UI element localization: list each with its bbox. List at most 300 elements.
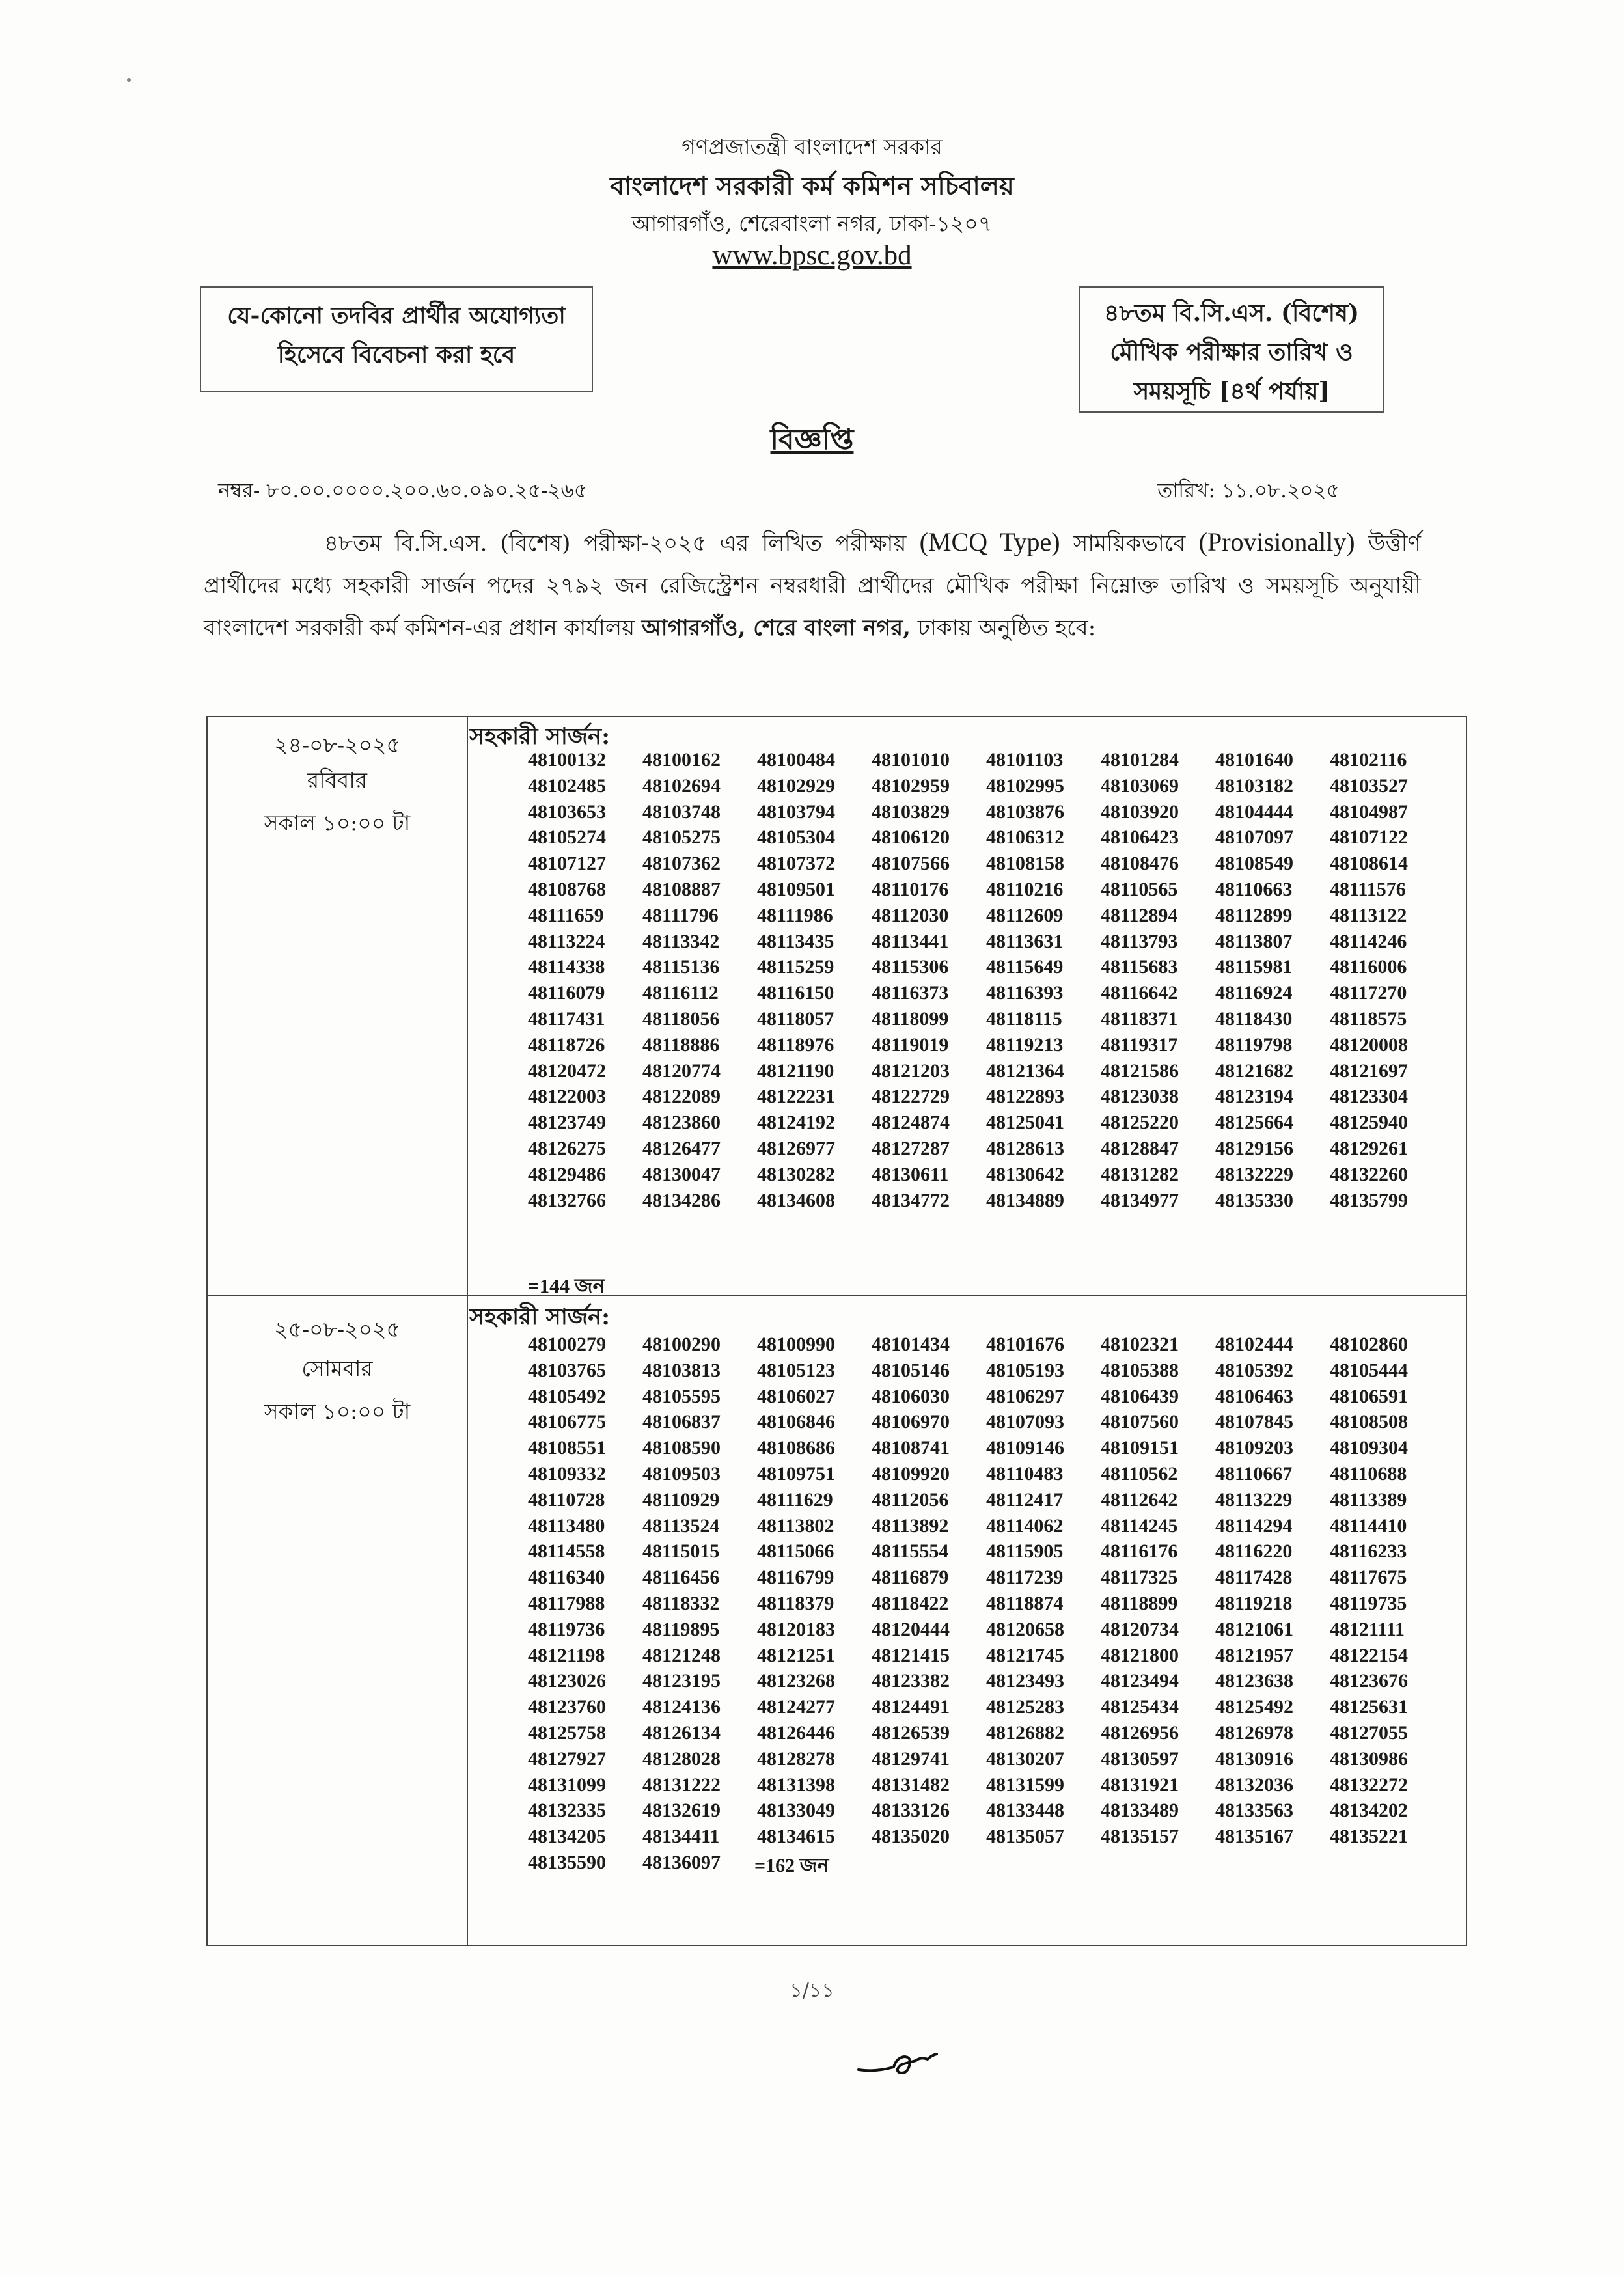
notice-body: [204, 521, 1421, 650]
registration-number: 48116112: [642, 982, 719, 1004]
registration-number: 48120008: [1330, 1034, 1408, 1056]
registration-number: 48123749: [528, 1112, 606, 1134]
registration-number: 48117431: [528, 1008, 605, 1030]
registration-number: 48108768: [528, 878, 606, 900]
registration-number: 48107845: [1215, 1411, 1293, 1433]
registration-number: 48103794: [757, 801, 835, 823]
registration-number: 48123026: [528, 1670, 606, 1692]
registration-number: 48114246: [1330, 930, 1407, 952]
registration-number: 48131282: [1101, 1163, 1179, 1185]
exam-info-line-1: ৪৮তম বি.সি.এস. (বিশেষ): [1104, 299, 1359, 327]
registration-number: 48115554: [872, 1541, 949, 1563]
registration-number: 48118430: [1215, 1008, 1293, 1030]
registration-number: 48123382: [872, 1670, 950, 1692]
registration-number: 48119218: [1215, 1592, 1293, 1614]
registration-number: 48102321: [1101, 1334, 1179, 1355]
registration-number: 48119895: [642, 1618, 720, 1640]
registration-number: 48107093: [986, 1411, 1064, 1433]
registration-number: 48118976: [757, 1034, 834, 1056]
registration-number: 48121190: [757, 1060, 834, 1082]
registration-number: 48116176: [1101, 1541, 1178, 1563]
registration-number: 48124491: [872, 1696, 950, 1718]
registration-number: 48113480: [528, 1515, 605, 1537]
registration-number: 48103748: [642, 801, 721, 823]
registration-number: 48103765: [528, 1359, 606, 1381]
registration-number: 48106312: [986, 827, 1064, 849]
registration-number: 48100279: [528, 1334, 606, 1355]
registration-number: 48111576: [1330, 878, 1406, 900]
registration-number: 48106970: [872, 1411, 950, 1433]
registration-number: 48111659: [528, 904, 604, 926]
registration-number: 48107372: [757, 853, 835, 875]
registration-number: 48121682: [1215, 1060, 1293, 1082]
registration-number: 48102444: [1215, 1334, 1293, 1355]
registration-number: 48106030: [872, 1385, 950, 1407]
registration-number: 48106027: [757, 1385, 835, 1407]
registration-number: 48113793: [1101, 930, 1178, 952]
registration-number: 48125434: [1101, 1696, 1179, 1718]
registration-number: 48130282: [757, 1163, 835, 1185]
registration-number: 48129486: [528, 1163, 606, 1185]
registration-number: 48110728: [528, 1488, 605, 1511]
registration-number: 48135157: [1101, 1826, 1179, 1848]
body-part-1: ৪৮তম বি.সি.এস. (বিশেষ) পরীক্ষা-২০২৫ এর লিখিত পরীক্ষায়: [324, 530, 920, 556]
registration-number: 48112417: [986, 1488, 1064, 1511]
registration-number: 48102959: [872, 775, 950, 797]
registration-number: 48113524: [642, 1515, 720, 1537]
registration-number: 48109332: [528, 1462, 606, 1485]
registration-number: 48135590: [528, 1851, 606, 1873]
exam-info-line-3: সময়সূচি [৪র্থ পর্যায়]: [1133, 377, 1330, 405]
registration-number: 48107127: [528, 853, 606, 875]
registration-number: 48115259: [757, 956, 834, 978]
registration-number: 48108158: [986, 853, 1064, 875]
registration-number: 48116340: [528, 1567, 605, 1589]
registration-number: 48111796: [642, 904, 719, 926]
registration-number: 48128278: [757, 1748, 835, 1770]
registration-number: 48116373: [872, 982, 949, 1004]
registration-number: 48110565: [1101, 878, 1178, 900]
registration-number: 48106837: [642, 1411, 721, 1433]
registration-number: 48116233: [1330, 1541, 1407, 1563]
registration-number: 48131599: [986, 1774, 1064, 1796]
registration-number: 48118899: [1101, 1592, 1178, 1614]
registration-number: 48103527: [1330, 775, 1408, 797]
registration-number: 48104987: [1330, 801, 1408, 823]
registration-number: 48125283: [986, 1696, 1064, 1718]
candidate-total: =144 জন: [528, 1274, 605, 1297]
website-link-container: [0, 240, 1624, 271]
registration-number: 48109503: [642, 1462, 721, 1485]
registration-number: 48110929: [642, 1488, 720, 1511]
registration-number: 48128028: [642, 1748, 721, 1770]
registration-number: 48119736: [528, 1618, 605, 1640]
registration-number: 48106439: [1101, 1385, 1179, 1407]
registration-number: 48108551: [528, 1437, 606, 1459]
registration-number: 48108614: [1330, 853, 1408, 875]
memo-date: তারিখ: ১১.০৮.২০২৫: [1157, 479, 1340, 502]
registration-number: 48121957: [1215, 1644, 1293, 1666]
schedule-day-2: [206, 1296, 1467, 1946]
registration-number: 48134205: [528, 1826, 606, 1848]
registration-number: 48108590: [642, 1437, 721, 1459]
registration-number: 48112056: [872, 1488, 949, 1511]
registration-number: 48114062: [986, 1515, 1064, 1537]
registration-number: 48106120: [872, 827, 950, 849]
schedule-time: সকাল ১০:০০ টা: [264, 810, 411, 836]
registration-number: 48120734: [1101, 1618, 1179, 1640]
registration-number: 48118575: [1330, 1008, 1407, 1030]
registration-number: 48112899: [1215, 904, 1293, 926]
registration-number: 48119735: [1330, 1592, 1407, 1614]
lobbying-warning-line-1: যে-কোনো তদবির প্রার্থীর অযোগ্যতা: [227, 302, 566, 329]
registration-number: 48131222: [642, 1774, 721, 1796]
registration-number: 48110667: [1215, 1462, 1293, 1485]
schedule-date: ২৫-০৮-২০২৫: [274, 1317, 400, 1342]
registration-number: 48126134: [642, 1721, 721, 1744]
registration-number: 48106297: [986, 1385, 1064, 1407]
registration-number: 48121415: [872, 1644, 950, 1666]
registration-number: 48130611: [872, 1163, 949, 1185]
registration-number: 48130642: [986, 1163, 1064, 1185]
office-name: বাংলাদেশ সরকারী কর্ম কমিশন সচিবালয়: [610, 171, 1014, 201]
registration-number: 48129741: [872, 1748, 950, 1770]
registration-number: 48102694: [642, 775, 721, 797]
registration-number: 48121586: [1101, 1060, 1179, 1082]
body-bold-place: আগারগাঁও, শেরে বাংলা নগর,: [641, 615, 911, 641]
registration-number: 48134772: [872, 1189, 950, 1211]
schedule-day: সোমবার: [301, 1356, 373, 1381]
registration-number: 48108887: [642, 878, 721, 900]
registration-number: 48113441: [872, 930, 949, 952]
registration-number: 48121061: [1215, 1618, 1293, 1640]
registration-number: 48116006: [1330, 956, 1407, 978]
office-address: আগারগাঁও, শেরেবাংলা নগর, ঢাকা-১২০৭: [631, 211, 993, 236]
registration-number: 48131099: [528, 1774, 606, 1796]
registration-number: 48117988: [528, 1592, 605, 1614]
registration-number: 48134889: [986, 1189, 1064, 1211]
registration-number: 48131398: [757, 1774, 835, 1796]
registration-number: 48109146: [986, 1437, 1064, 1459]
registration-number: 48111986: [757, 904, 833, 926]
registration-number: 48109203: [1215, 1437, 1293, 1459]
registration-number: 48132036: [1215, 1774, 1293, 1796]
body-en-1: (MCQ Type): [919, 527, 1060, 556]
registration-number: 48101676: [986, 1334, 1064, 1355]
registration-number: 48105123: [757, 1359, 835, 1381]
registration-number: 48100990: [757, 1334, 835, 1355]
registration-number: 48114558: [528, 1541, 605, 1563]
registration-number: 48103829: [872, 801, 950, 823]
government-name: গণপ্রজাতন্ত্রী বাংলাদেশ সরকার: [681, 134, 943, 159]
registration-number: 48108508: [1330, 1411, 1408, 1433]
registration-number: 48126977: [757, 1137, 835, 1159]
registration-number: 48112894: [1101, 904, 1178, 926]
registration-number: 48123195: [642, 1670, 721, 1692]
page-number: ১/১১: [790, 1979, 834, 2002]
registration-number: 48115649: [986, 956, 1064, 978]
registration-number: 48115683: [1101, 956, 1178, 978]
registration-number: 48126477: [642, 1137, 721, 1159]
registration-number: 48130597: [1101, 1748, 1179, 1770]
schedule-time: সকাল ১০:০০ টা: [264, 1399, 411, 1424]
registration-number: 48121251: [757, 1644, 835, 1666]
registration-number: 48118057: [757, 1008, 834, 1030]
registration-number: 48135057: [986, 1826, 1064, 1848]
registration-number: 48113807: [1215, 930, 1293, 952]
registration-number: 48123268: [757, 1670, 835, 1692]
lobbying-warning-line-2: হিসেবে বিবেচনা করা হবে: [277, 341, 516, 368]
registration-number: 48120472: [528, 1060, 606, 1082]
registration-number: 48103069: [1101, 775, 1179, 797]
schedule-date: ২৪-০৮-২০২৫: [274, 732, 400, 758]
registration-number: 48116220: [1215, 1541, 1293, 1563]
exam-info-line-2: মৌখিক পরীক্ষার তারিখ ও: [1110, 338, 1353, 366]
registration-number: 48106775: [528, 1411, 606, 1433]
registration-grid: [528, 747, 1624, 1213]
registration-number: 48115066: [757, 1541, 834, 1563]
registration-number: 48126882: [986, 1721, 1064, 1744]
registration-number: 48134608: [757, 1189, 835, 1211]
registration-number: 48118115: [986, 1008, 1062, 1030]
registration-number: 48109920: [872, 1462, 950, 1485]
registration-number: 48120183: [757, 1618, 835, 1640]
registration-number: 48123760: [528, 1696, 606, 1718]
body-part-2: সাময়িকভাবে: [1060, 530, 1199, 556]
registration-number: 48121248: [642, 1644, 721, 1666]
registration-number: 48109304: [1330, 1437, 1408, 1459]
registration-number: 48112642: [1101, 1488, 1178, 1511]
registration-number: 48102116: [1330, 749, 1407, 771]
registration-number: 48105444: [1330, 1359, 1408, 1381]
registration-number: 48124136: [642, 1696, 721, 1718]
registration-number: 48128613: [986, 1137, 1064, 1159]
registration-number: 48124874: [872, 1112, 950, 1134]
registration-number: 48112030: [872, 904, 949, 926]
registration-number: 48118874: [986, 1592, 1064, 1614]
registration-number: 48121111: [1330, 1618, 1405, 1640]
registration-number: 48105304: [757, 827, 835, 849]
registration-number: 48123638: [1215, 1670, 1293, 1692]
registration-number: 48126956: [1101, 1721, 1179, 1744]
registration-number: 48133126: [872, 1800, 950, 1822]
registration-number: 48122231: [757, 1086, 835, 1108]
registration-number: 48121745: [986, 1644, 1064, 1666]
registration-number: 48103813: [642, 1359, 721, 1381]
registration-number: 48120774: [642, 1060, 721, 1082]
registration-number: 48135330: [1215, 1189, 1293, 1211]
registration-number: 48135020: [872, 1826, 950, 1848]
registration-number: 48118726: [528, 1034, 605, 1056]
registration-number: 48119019: [872, 1034, 949, 1056]
registration-number: 48127055: [1330, 1721, 1408, 1744]
registration-number: 48120444: [872, 1618, 950, 1640]
registration-number: 48112609: [986, 904, 1064, 926]
registration-number: 48114294: [1215, 1515, 1293, 1537]
registration-number: 48107122: [1330, 827, 1408, 849]
post-heading: সহকারী সার্জন:: [469, 723, 610, 750]
registration-number: 48125041: [986, 1112, 1064, 1134]
registration-number: 48113229: [1215, 1488, 1293, 1511]
registration-number: 48114245: [1101, 1515, 1178, 1537]
registration-number: 48108741: [872, 1437, 950, 1459]
schedule-day-1: [206, 716, 1467, 1296]
schedule-day: রবিবার: [307, 767, 368, 793]
body-part-3: উত্তীর্ণ প্রার্থীদের মধ্যে সহকারী সার্জন পদের ২৭৯২ জন রেজিস্ট্রেশন নম্বরধারী প্রার্থীদের মৌখিক পরীক্ষা নিম্নোক্ত তারিখ ও সময়সূচি অনুযায়ী বাংলাদেশ সরকারী কর্ম কমিশন-এর প্রধান কার্যালয়: [204, 530, 1421, 641]
registration-number: 48121203: [872, 1060, 950, 1082]
registration-number: 48107566: [872, 853, 950, 875]
registration-number: 48125220: [1101, 1112, 1179, 1134]
registration-number: 48102929: [757, 775, 835, 797]
column-divider: [467, 1296, 468, 1945]
registration-number: 48126978: [1215, 1721, 1293, 1744]
registration-number: 48105275: [642, 827, 721, 849]
registration-number: 48133563: [1215, 1800, 1293, 1822]
registration-number: 48132260: [1330, 1163, 1408, 1185]
registration-number: 48101103: [986, 749, 1064, 771]
registration-number: 48104444: [1215, 801, 1293, 823]
registration-number: 48113389: [1330, 1488, 1407, 1511]
registration-number: 48123304: [1330, 1086, 1408, 1108]
registration-number: 48106423: [1101, 827, 1179, 849]
registration-number: 48108549: [1215, 853, 1293, 875]
registration-number: 48132272: [1330, 1774, 1408, 1796]
registration-number: 48116879: [872, 1567, 949, 1589]
registration-number: 48115306: [872, 956, 949, 978]
registration-number: 48115905: [986, 1541, 1064, 1563]
registration-number: 48122089: [642, 1086, 721, 1108]
body-en-2: (Provisionally): [1198, 527, 1355, 556]
registration-number: 48129261: [1330, 1137, 1408, 1159]
registration-number: 48110176: [872, 878, 949, 900]
registration-number: 48116642: [1101, 982, 1178, 1004]
registration-number: 48109151: [1101, 1437, 1179, 1459]
registration-number: 48123194: [1215, 1086, 1293, 1108]
registration-number: 48103182: [1215, 775, 1293, 797]
registration-number: 48118886: [642, 1034, 720, 1056]
registration-number: 48134286: [642, 1189, 721, 1211]
registration-number: 48123494: [1101, 1670, 1179, 1692]
registration-number: 48105388: [1101, 1359, 1179, 1381]
registration-number: 48132619: [642, 1800, 721, 1822]
registration-number: 48118332: [642, 1592, 720, 1614]
registration-number: 48113631: [986, 930, 1064, 952]
registration-number: 48118099: [872, 1008, 949, 1030]
registration-number: 48100132: [528, 749, 606, 771]
registration-number: 48127287: [872, 1137, 950, 1159]
registration-number: 48110688: [1330, 1462, 1407, 1485]
registration-number: 48117675: [1330, 1567, 1407, 1589]
registration-number: 48108686: [757, 1437, 835, 1459]
registration-number: 48115136: [642, 956, 720, 978]
registration-number: 48106463: [1215, 1385, 1293, 1407]
notice-title-container: [0, 418, 1624, 465]
registration-number: 48121198: [528, 1644, 605, 1666]
registration-number: 48125758: [528, 1721, 606, 1744]
website-link[interactable]: www.bpsc.gov.bd: [712, 240, 912, 271]
registration-number: 48116150: [757, 982, 834, 1004]
registration-number: 48130207: [986, 1748, 1064, 1770]
registration-number: 48100484: [757, 749, 835, 771]
registration-number: 48125940: [1330, 1112, 1408, 1134]
registration-number: 48117325: [1101, 1567, 1178, 1589]
scan-speck: [127, 78, 131, 82]
registration-number: 48102860: [1330, 1334, 1408, 1355]
registration-number: 48113224: [528, 930, 605, 952]
registration-number: 48116079: [528, 982, 605, 1004]
registration-number: 48119317: [1101, 1034, 1178, 1056]
registration-number: 48105274: [528, 827, 606, 849]
registration-number: 48108476: [1101, 853, 1179, 875]
lobbying-warning-box: [200, 286, 593, 392]
registration-number: 48123676: [1330, 1670, 1408, 1692]
registration-number: 48116924: [1215, 982, 1293, 1004]
registration-number: 48126446: [757, 1721, 835, 1744]
registration-number: 48116456: [642, 1567, 720, 1589]
registration-number: 48109751: [757, 1462, 835, 1485]
registration-number: 48125492: [1215, 1696, 1293, 1718]
registration-number: 48102995: [986, 775, 1064, 797]
registration-number: 48105595: [642, 1385, 721, 1407]
registration-number: 48126275: [528, 1137, 606, 1159]
registration-number: 48101284: [1101, 749, 1179, 771]
registration-number: 48107560: [1101, 1411, 1179, 1433]
registration-number: 48113802: [757, 1515, 834, 1537]
registration-number: 48128847: [1101, 1137, 1179, 1159]
registration-number: 48116799: [757, 1567, 834, 1589]
registration-number: 48110216: [986, 878, 1064, 900]
registration-number: 48122893: [986, 1086, 1064, 1108]
registration-number: 48121800: [1101, 1644, 1179, 1666]
registration-number: 48130916: [1215, 1748, 1293, 1770]
registration-number: 48103876: [986, 801, 1064, 823]
registration-number: 48100290: [642, 1334, 721, 1355]
registration-number: 48115981: [1215, 956, 1293, 978]
registration-number: 48101434: [872, 1334, 950, 1355]
registration-number: 48103920: [1101, 801, 1179, 823]
registration-number: 48113122: [1330, 904, 1407, 926]
registration-number: 48125631: [1330, 1696, 1408, 1718]
registration-number: 48106846: [757, 1411, 835, 1433]
registration-number: 48134411: [642, 1826, 720, 1848]
body-part-4: ঢাকায় অনুষ্ঠিত হবে:: [910, 615, 1096, 641]
registration-number: 48117239: [986, 1567, 1064, 1589]
registration-number: 48136097: [642, 1851, 721, 1873]
registration-number: 48118371: [1101, 1008, 1178, 1030]
registration-number: 48101640: [1215, 749, 1293, 771]
registration-number: 48120658: [986, 1618, 1064, 1640]
registration-number: 48123038: [1101, 1086, 1179, 1108]
registration-number: 48125664: [1215, 1112, 1293, 1134]
registration-number: 48124277: [757, 1696, 835, 1718]
notice-title: বিজ্ঞপ্তি: [770, 423, 854, 456]
registration-number: 48103653: [528, 801, 606, 823]
registration-number: 48131482: [872, 1774, 950, 1796]
registration-number: 48102485: [528, 775, 606, 797]
registration-number: 48115015: [642, 1541, 720, 1563]
registration-number: 48134977: [1101, 1189, 1179, 1211]
candidate-total: =162 জন: [754, 1855, 829, 1876]
registration-number: 48124192: [757, 1112, 835, 1134]
registration-number: 48134615: [757, 1826, 835, 1848]
registration-number: 48123493: [986, 1670, 1064, 1692]
registration-number: 48133049: [757, 1800, 835, 1822]
registration-number: 48132229: [1215, 1163, 1293, 1185]
exam-info-box: [1079, 286, 1384, 413]
registration-number: 48105492: [528, 1385, 606, 1407]
registration-number: 48110663: [1215, 878, 1293, 900]
registration-number: 48130986: [1330, 1748, 1408, 1770]
